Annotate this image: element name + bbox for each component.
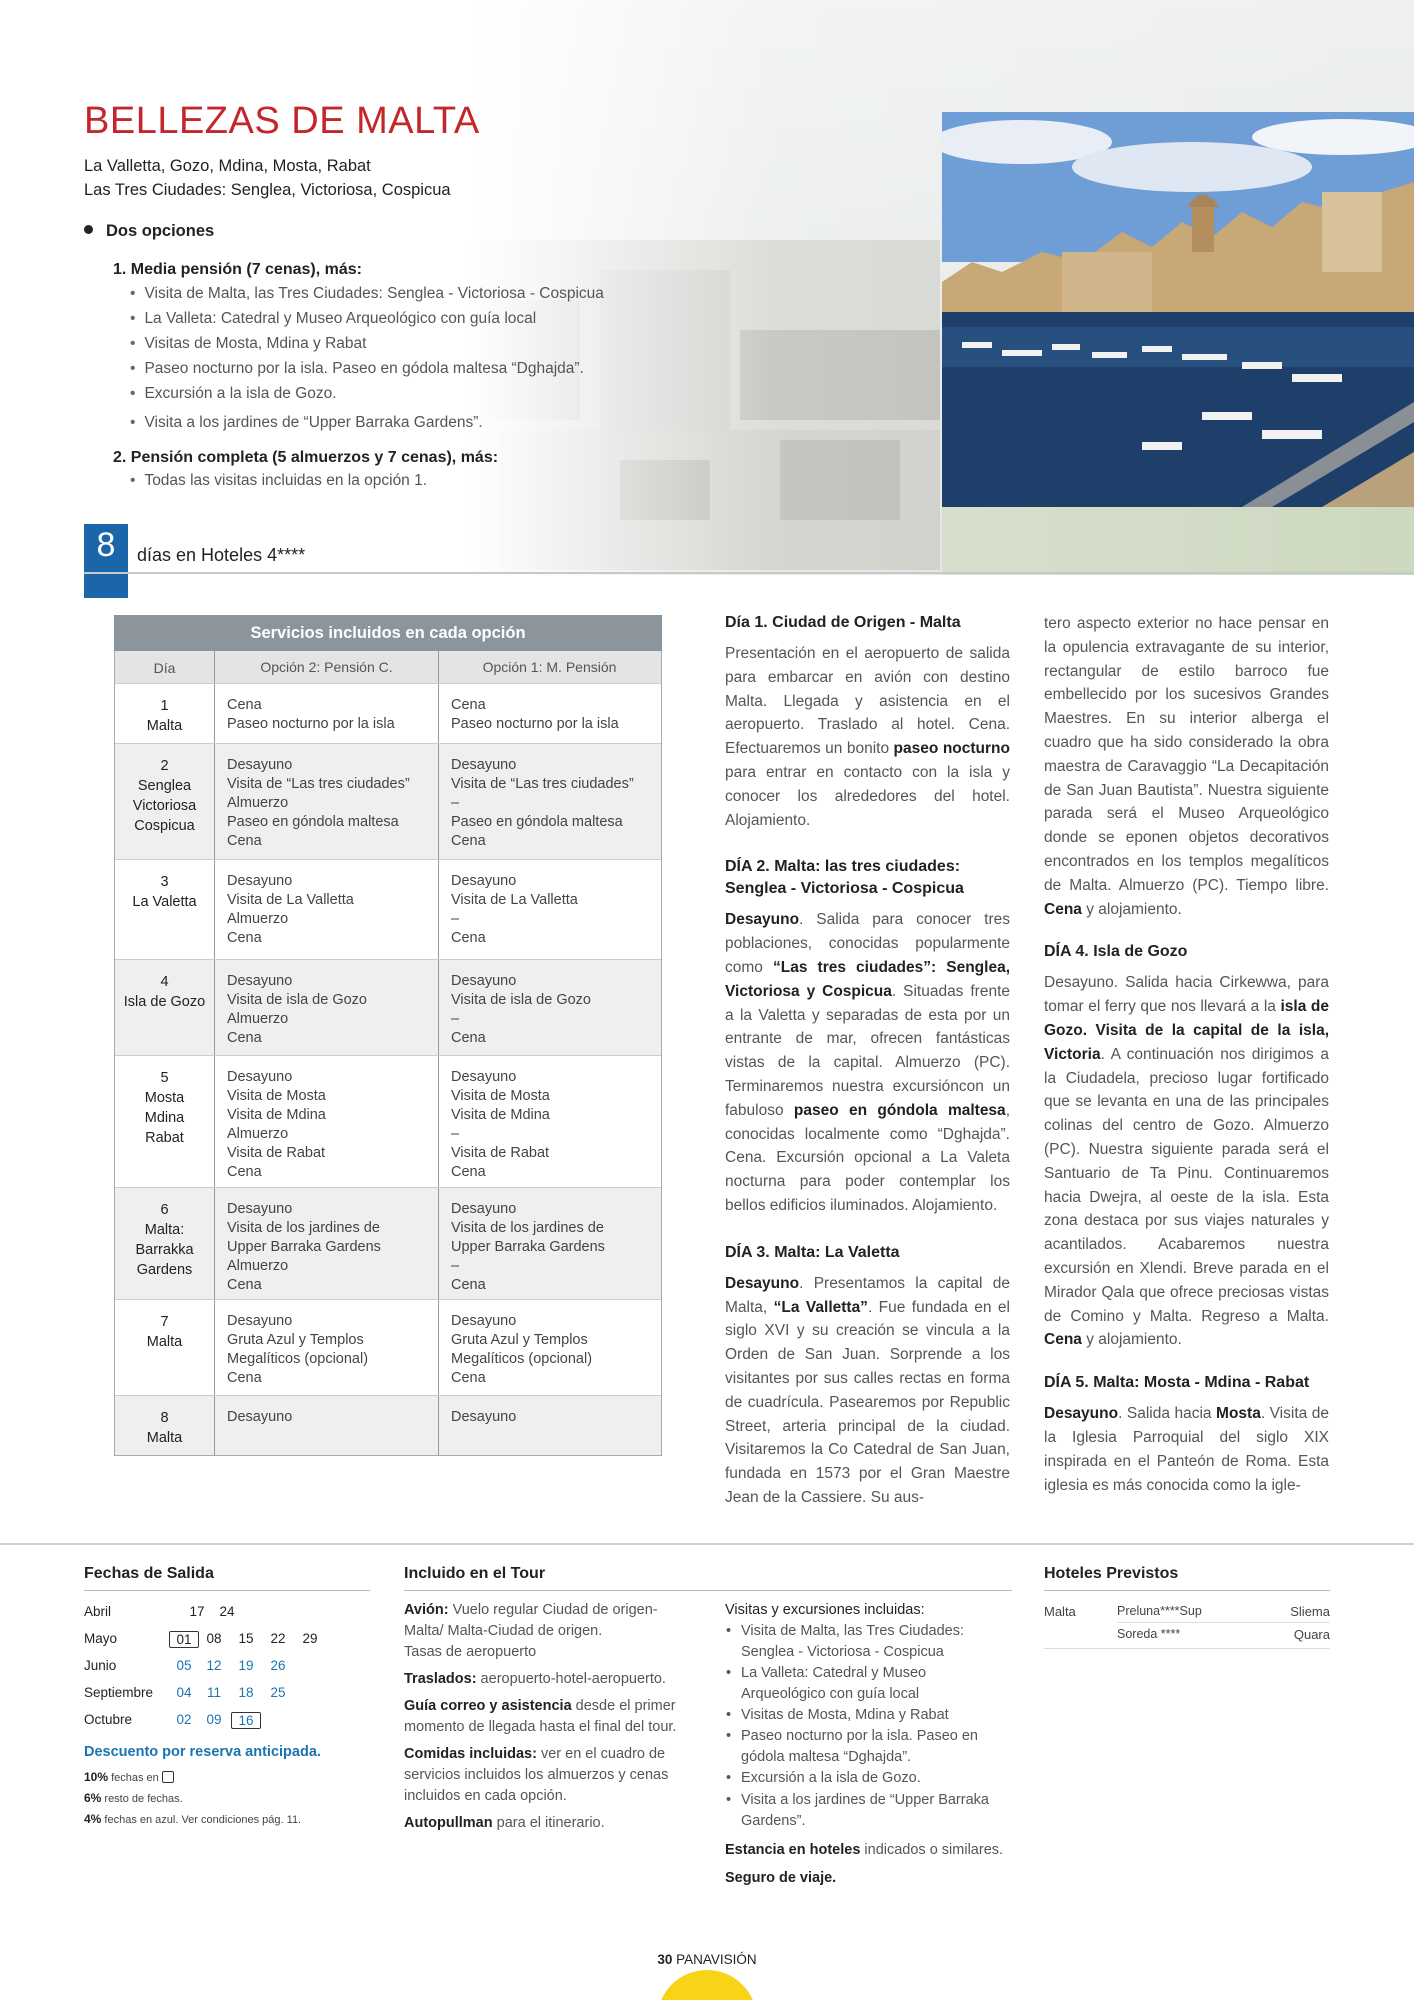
discount-title: Descuento por reserva anticipada. — [84, 1744, 321, 1760]
date-box-icon — [162, 1771, 174, 1783]
cell-option-2: Desayuno Visita de “Las tres ciudades” Almuerzo Paseo en góndola maltesa Cena — [215, 744, 439, 859]
discount-4-pct: 4% — [84, 1812, 102, 1826]
page-title: BELLEZAS DE MALTA — [84, 100, 480, 142]
brand-sun-logo — [657, 1970, 757, 2000]
month-row — [84, 1712, 254, 1728]
hotel-bottom-separator — [1044, 1648, 1330, 1649]
incl-guia — [404, 1696, 694, 1738]
fechas-separator — [84, 1590, 370, 1591]
days-number: 8 — [96, 526, 116, 564]
discount-10-text: fechas en — [111, 1772, 159, 1784]
incl-traslados-text: aeropuerto-hotel-aeropuerto. — [476, 1671, 666, 1687]
departure-date: 08 — [206, 1631, 222, 1646]
incluido-separator — [404, 1590, 1012, 1591]
month-name: Junio — [84, 1658, 117, 1673]
day-1-text: Presentación en el aeropuerto de salida para embarcar en avión con destino Malta. Llegada y asistencia en el aeropuerto. Traslado al hotel. Cena. Efectuaremos un bonito paseo nocturno para entrar en contacto con la isla y conocer los alrededores del hotel. Alojamiento. — [725, 645, 1010, 829]
table-row — [115, 1187, 661, 1299]
visitas-block — [725, 1600, 1010, 1621]
departure-date: 09 — [206, 1712, 222, 1727]
month-name: Septiembre — [84, 1685, 154, 1700]
cell-day: 1 Malta — [115, 684, 215, 743]
table-row — [115, 1299, 661, 1395]
seguro — [725, 1868, 1010, 1889]
services-table-title: Servicios incluidos en cada opción — [114, 615, 662, 651]
option-1-item: • Excursión a la isla de Gozo. — [130, 385, 337, 403]
departure-date: 16 — [231, 1712, 261, 1729]
visitas-title: Visitas y excursiones incluidas: — [725, 1602, 925, 1618]
month-name: Mayo — [84, 1631, 118, 1646]
cell-option-1: Desayuno Visita de “Las tres ciudades” – Paseo en góndola maltesa Cena — [451, 757, 634, 849]
month-row — [84, 1658, 286, 1673]
subtitle-three-cities: Las Tres Ciudades: Senglea, Victoriosa, Cospicua — [84, 181, 451, 199]
table-row — [115, 683, 661, 743]
cell-option-1: Desayuno Visita de isla de Gozo – Cena — [451, 973, 591, 1046]
itinerary-column-middle — [725, 612, 1010, 1510]
discount-6-pct: 6% — [84, 1791, 102, 1805]
incl-bus — [404, 1813, 694, 1834]
cell-day: 7 Malta — [115, 1300, 215, 1395]
cell-option-2: Desayuno — [215, 1396, 439, 1455]
incl-bus-label: Autopullman — [404, 1815, 493, 1831]
hotel-row-separator — [1117, 1622, 1330, 1623]
departure-date: 22 — [270, 1631, 286, 1646]
header-day: Día — [115, 651, 215, 683]
bullet-icon — [84, 225, 93, 234]
option-1-item: • La Valleta: Catedral y Museo Arqueológico con guía local — [130, 310, 536, 328]
incl-guia-label: Guía correo y asistencia — [404, 1698, 572, 1714]
cell-day: 8 Malta — [115, 1396, 215, 1455]
cell-option-1: Desayuno Visita de los jardines de Upper Barraka Gardens – Cena — [451, 1201, 605, 1293]
visita-item: • Visitas de Mosta, Mdina y Rabat — [741, 1705, 1011, 1726]
discount-6 — [84, 1791, 183, 1805]
fechas-title: Fechas de Salida — [84, 1565, 214, 1582]
table-row — [115, 1395, 661, 1455]
divider — [84, 572, 1414, 574]
incl-traslados — [404, 1669, 694, 1690]
days-text: días en Hoteles 4**** — [137, 545, 306, 565]
day-2-text: Desayuno. Salida para conocer tres poblaciones, conocidas popularmente como “Las tres ciudades”: Senglea, Victoriosa y Cospicua. Situadas frente a la Valetta y separadas de esta por un entrante de mar, ofrecen fantásticas vistas de la capital. Almuerzo (PC). Terminaremos nuestra excursióncon un fabuloso paseo en góndola maltesa, conocidas localmente como “Dghajda”. Cena. Excursión opcional a La Valeta nocturna para poder contemplar los bellos edificios iluminados. Alojamiento. — [725, 911, 1010, 1214]
visita-item: • La Valleta: Catedral y Museo Arqueológico con guía local — [741, 1663, 1011, 1705]
hotel-2-name: Soreda **** — [1117, 1627, 1181, 1641]
departure-date: 18 — [238, 1685, 254, 1700]
option-1-label: 1. Media pensión (7 cenas), más: — [113, 261, 362, 278]
options-heading — [84, 222, 214, 241]
month-row — [84, 1685, 286, 1700]
table-header-row — [115, 651, 661, 683]
subtitle-cities: La Valletta, Gozo, Mdina, Mosta, Rabat — [84, 157, 371, 175]
departure-date: 24 — [219, 1604, 235, 1619]
header-option-1: Opción 1: M. Pensión — [482, 659, 617, 675]
hotel-1-location: Sliema — [1290, 1604, 1330, 1619]
visita-item: • Excursión a la isla de Gozo. — [741, 1768, 1011, 1789]
departure-date: 11 — [206, 1685, 221, 1700]
departure-date: 04 — [176, 1685, 192, 1700]
page-number: 30 — [657, 1952, 673, 1967]
cell-option-2: Cena Paseo nocturno por la isla — [215, 684, 439, 743]
incl-avion — [404, 1600, 694, 1642]
cell-day: 5 Mosta Mdina Rabat — [115, 1056, 215, 1187]
departure-date: 05 — [176, 1658, 192, 1673]
day-2-title: DÍA 2. Malta: las tres ciudades: Senglea - Victoriosa - Cospicua — [725, 858, 964, 898]
table-row — [115, 743, 661, 859]
estancia-text: indicados o similares. — [860, 1842, 1004, 1858]
cell-day: 2 Senglea Victoriosa Cospicua — [115, 744, 215, 859]
cell-day: 6 Malta: Barrakka Gardens — [115, 1188, 215, 1299]
departure-date: 01 — [169, 1631, 199, 1648]
cell-day: 4 Isla de Gozo — [115, 960, 215, 1055]
cell-option-1: Desayuno Gruta Azul y Templos Megalíticos (opcional) Cena — [451, 1313, 593, 1386]
visita-item: • Paseo nocturno por la isla. Paseo en gódola maltesa “Dghajda”. — [741, 1726, 1011, 1768]
hotel-1-name: Preluna****Sup — [1117, 1604, 1202, 1618]
visita-item: • Visita a los jardines de “Upper Barraka Gardens”. — [741, 1790, 1011, 1832]
hotel-2-location: Quara — [1293, 1627, 1330, 1642]
options-heading-label: Dos opciones — [106, 222, 215, 240]
day-4-title: DÍA 4. Isla de Gozo — [1044, 943, 1188, 961]
hotel-city: Malta — [1044, 1604, 1076, 1619]
option-1-item: • Paseo nocturno por la isla. Paseo en gódola maltesa “Dghajda”. — [130, 360, 584, 378]
cell-option-1: Desayuno — [451, 1409, 517, 1425]
departure-date: 26 — [270, 1658, 286, 1673]
month-name: Octubre — [84, 1712, 133, 1727]
hoteles-title: Hoteles Previstos — [1044, 1565, 1179, 1582]
departure-date: 02 — [176, 1712, 192, 1727]
cell-option-2: Desayuno Visita de Mosta Visita de Mdina Almuerzo Visita de Rabat Cena — [215, 1056, 439, 1187]
table-row — [115, 859, 661, 959]
option-1-item: • Visitas de Mosta, Mdina y Rabat — [130, 335, 366, 353]
departure-date: 15 — [238, 1631, 254, 1646]
month-row — [84, 1604, 235, 1619]
day-5-text: Desayuno. Salida hacia Mosta. Visita de la Iglesia Parroquial del siglo XIX inspirada en el Panteón de Roma. Esta iglesia es más conocida como la igle- — [1044, 1405, 1329, 1494]
discount-10-pct: 10% — [84, 1770, 109, 1784]
cell-option-1: Desayuno Visita de La Valletta – Cena — [451, 873, 578, 946]
option-2-label: 2. Pensión completa (5 almuerzos y 7 cenas), más: — [113, 449, 499, 466]
day-1-title: Día 1. Ciudad de Origen - Malta — [725, 614, 961, 631]
incl-tasas: Tasas de aeropuerto — [404, 1644, 537, 1660]
day-5-title: DÍA 5. Malta: Mosta - Mdina - Rabat — [1044, 1374, 1310, 1392]
day-4-text: Desayuno. Salida hacia Cirkewwa, para tomar el ferry que nos llevará a la isla de Gozo. Visita de la capital de la isla, Victoria. A continuación nos dirigimos a la Ciudadela, precioso lugar fortificado que se levanta en una de las principales colinas del centro de Gozo. Almuerzo (PC). Nuestra siguiente parada será el Santuario de Ta Pinu. Continuaremos hacia Dwejra, al oeste de la isla. Esta zona destaca por sus viajes naturales y acantilados. Acabaremos nuestra excursión en Xlendi. Breve parada en el Mirador Qala que ofrece preciosas vistas de Comino y Malta. Regreso a Malta. Cena y alojamiento. — [1044, 974, 1330, 1349]
incl-comidas-text: ver en el cuadro de servicios incluidos los almuerzos y cenas incluidos en cada opción. — [404, 1746, 669, 1804]
day-3-title: DÍA 3. Malta: La Valetta — [725, 1243, 900, 1261]
month-name: Abril — [84, 1604, 112, 1619]
day-3-text: Desayuno. Presentamos la capital de Malta, “La Valletta”. Fue fundada en el siglo XVI y su creación se vincula a la Orden de San Juan. Sorprende a los visitantes por sus calles rectas en forma de cuadrícula. Pasearemos por Republic Street, arteria principal de la ciudad. Visitaremos la Co Catedral de San Juan, fundada en 1573 por el Gran Maestre Jean de la Cassiere. Su aus- — [725, 1274, 1010, 1506]
page-footer — [0, 1952, 1414, 1967]
incl-comidas-label: Comidas incluidas: — [404, 1746, 537, 1762]
services-table-body — [115, 683, 661, 1455]
incl-avion-label: Avión: — [404, 1602, 449, 1618]
cell-option-2: Desayuno Visita de La Valletta Almuerzo Cena — [215, 860, 439, 959]
incluido-list — [404, 1600, 694, 1834]
departure-date: 17 — [189, 1604, 205, 1619]
cell-option-2: Desayuno Visita de los jardines de Upper Barraka Gardens Almuerzo Cena — [215, 1188, 439, 1299]
discount-10 — [84, 1770, 174, 1784]
departure-date: 19 — [238, 1658, 254, 1673]
cell-option-2: Desayuno Visita de isla de Gozo Almuerzo Cena — [215, 960, 439, 1055]
harbour-photo — [942, 112, 1414, 507]
incl-bus-text: para el itinerario. — [492, 1815, 605, 1831]
itinerary-column-right — [1044, 612, 1329, 1497]
option-1-item: • Visita a los jardines de “Upper Barraka Gardens”. — [130, 414, 483, 432]
incl-traslados-label: Traslados: — [404, 1671, 477, 1687]
cell-day: 3 La Valetta — [115, 860, 215, 959]
month-row — [84, 1631, 318, 1647]
departure-date: 25 — [270, 1685, 286, 1700]
visita-item: • Visita de Malta, las Tres Ciudades: Senglea - Victoriosa - Cospicua — [741, 1621, 1011, 1663]
hoteles-separator — [1044, 1590, 1330, 1591]
departure-date: 12 — [206, 1658, 222, 1673]
discount-6-text: resto de fechas. — [104, 1793, 183, 1805]
services-table — [114, 651, 662, 1456]
brand-name: PANAVISIÓN — [676, 1952, 757, 1967]
seguro-label: Seguro de viaje. — [725, 1870, 837, 1886]
footer-divider — [0, 1543, 1414, 1545]
cell-option-1: Desayuno Visita de Mosta Visita de Mdina – Visita de Rabat Cena — [451, 1069, 550, 1180]
discount-4 — [84, 1812, 301, 1826]
estancia — [725, 1840, 1010, 1861]
cell-option-1: Cena Paseo nocturno por la isla — [451, 697, 619, 732]
departure-date: 29 — [302, 1631, 318, 1646]
incl-avion-text: Vuelo regular Ciudad de origen-Malta/ Malta-Ciudad de origen. — [404, 1602, 658, 1639]
cell-option-2: Desayuno Gruta Azul y Templos Megalíticos (opcional) Cena — [215, 1300, 439, 1395]
discount-4-text: fechas en azul. Ver condiciones pág. 11. — [104, 1814, 302, 1826]
incluido-title: Incluido en el Tour — [404, 1565, 546, 1582]
incl-guia-text: desde el primer momento de llegada hasta el final del tour. — [404, 1698, 677, 1735]
incl-comidas — [404, 1744, 694, 1807]
table-row — [115, 1055, 661, 1187]
header-option-2: Opción 2: Pensión C. — [215, 651, 439, 683]
day-3-text-cont: tero aspecto exterior no hace pensar en la opulencia extravagante de su interior, rectangular de estilo barroco fue embellecido por los sucesivos Grandes Maestres. En su interior alberga el cuadro que ha sido considerado la obra maestra de Caravaggio “La Decapitación de San Juan Bautista”. Nuestra siguiente parada será el Museo Arqueológico donde se eponen objetos decorativos encontrados en los templos megalíticos de Malta. Almuerzo (PC). Tiempo libre. Cena y alojamiento. — [1044, 615, 1329, 918]
estancia-label: Estancia en hoteles — [725, 1842, 861, 1858]
option-2-item: • Todas las visitas incluidas en la opción 1. — [130, 472, 427, 490]
table-row — [115, 959, 661, 1055]
option-1-item: • Visita de Malta, las Tres Ciudades: Senglea - Victoriosa - Cospicua — [130, 285, 604, 303]
